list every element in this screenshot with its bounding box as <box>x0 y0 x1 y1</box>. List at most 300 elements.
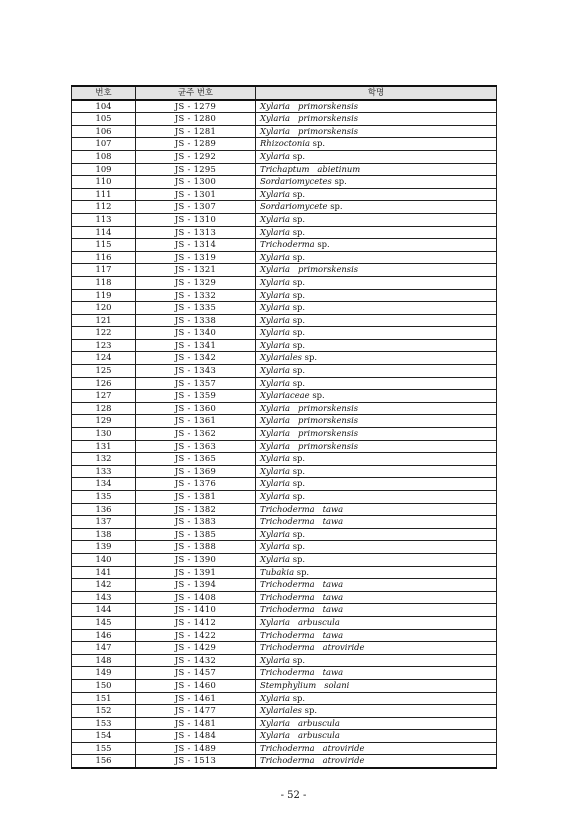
species-epithet: primorskensis <box>298 428 359 439</box>
genus-name: Xylaria <box>260 402 291 413</box>
row-number: 141 <box>72 566 136 579</box>
scientific-name <box>256 302 497 315</box>
scientific-name <box>256 226 497 239</box>
table-row <box>72 365 497 378</box>
row-number: 138 <box>72 528 136 541</box>
strain-table <box>71 85 497 769</box>
strain-number: JS - 1360 <box>136 402 256 415</box>
scientific-name <box>256 390 497 403</box>
strain-number: JS - 1422 <box>136 629 256 642</box>
species-epithet: sp. <box>304 352 317 363</box>
genus-name: Trichoderma <box>260 604 315 615</box>
species-epithet: sp. <box>330 201 343 212</box>
table-row <box>72 239 497 252</box>
table-row <box>72 402 497 415</box>
genus-name: Xylaria <box>260 213 291 224</box>
scientific-name <box>256 100 497 113</box>
strain-number: JS - 1301 <box>136 188 256 201</box>
row-number: 151 <box>72 692 136 705</box>
table-row <box>72 302 497 315</box>
scientific-name <box>256 339 497 352</box>
genus-name: Xylaria <box>260 541 291 552</box>
scientific-name <box>256 679 497 692</box>
row-number: 142 <box>72 579 136 592</box>
row-number: 152 <box>72 705 136 718</box>
scientific-name <box>256 440 497 453</box>
genus-name: Xylaria <box>260 188 291 199</box>
species-epithet: arbuscula <box>298 616 340 627</box>
species-epithet: sp. <box>292 465 306 476</box>
table-row <box>72 566 497 579</box>
genus-name: Xylariales <box>260 352 302 363</box>
scientific-name <box>256 327 497 340</box>
row-number: 125 <box>72 365 136 378</box>
species-epithet: solani <box>324 679 350 690</box>
table-row <box>72 163 497 176</box>
genus-name: Trichoderma <box>260 629 315 640</box>
scientific-name <box>256 314 497 327</box>
scientific-name <box>256 742 497 755</box>
table-row <box>72 478 497 491</box>
genus-name: Xylariales <box>260 705 302 716</box>
strain-number: JS - 1429 <box>136 642 256 655</box>
species-epithet: primorskensis <box>298 264 359 275</box>
row-number: 106 <box>72 125 136 138</box>
table-row <box>72 289 497 302</box>
row-number: 115 <box>72 239 136 252</box>
table-row <box>72 742 497 755</box>
strain-number: JS - 1461 <box>136 692 256 705</box>
row-number: 119 <box>72 289 136 302</box>
table-row <box>72 125 497 138</box>
strain-number: JS - 1457 <box>136 667 256 680</box>
species-epithet: primorskensis <box>298 402 359 413</box>
strain-number: JS - 1295 <box>136 163 256 176</box>
strain-number: JS - 1280 <box>136 113 256 126</box>
table-row <box>72 541 497 554</box>
row-number: 131 <box>72 440 136 453</box>
strain-number: JS - 1357 <box>136 377 256 390</box>
scientific-name <box>256 163 497 176</box>
row-number: 116 <box>72 251 136 264</box>
scientific-name <box>256 453 497 466</box>
strain-number: JS - 1394 <box>136 579 256 592</box>
species-epithet: sp. <box>292 150 306 161</box>
genus-name: Xylaria <box>260 314 291 325</box>
scientific-name <box>256 352 497 365</box>
scientific-name <box>256 717 497 730</box>
genus-name: Rhizoctonia <box>260 138 310 149</box>
species-epithet: sp. <box>292 327 306 338</box>
genus-name: Xylaria <box>260 327 291 338</box>
row-number: 155 <box>72 742 136 755</box>
strain-number: JS - 1310 <box>136 213 256 226</box>
strain-number: JS - 1292 <box>136 150 256 163</box>
species-epithet: abietinum <box>317 163 361 174</box>
species-epithet: sp. <box>292 654 306 665</box>
table-row <box>72 428 497 441</box>
table-row <box>72 705 497 718</box>
species-epithet: sp. <box>292 251 306 262</box>
genus-name: Xylaria <box>260 478 291 489</box>
header-scientific-name: 학명 <box>256 86 497 100</box>
scientific-name <box>256 591 497 604</box>
table-row <box>72 276 497 289</box>
row-number: 135 <box>72 491 136 504</box>
strain-number: JS - 1362 <box>136 428 256 441</box>
species-epithet: primorskensis <box>298 100 359 111</box>
species-epithet: sp. <box>312 138 325 149</box>
scientific-name <box>256 176 497 189</box>
table-row <box>72 553 497 566</box>
row-number: 121 <box>72 314 136 327</box>
strain-number: JS - 1481 <box>136 717 256 730</box>
species-epithet: sp. <box>292 226 306 237</box>
species-epithet: sp. <box>292 276 306 287</box>
scientific-name <box>256 503 497 516</box>
genus-name: Xylaria <box>260 150 291 161</box>
row-number: 140 <box>72 553 136 566</box>
table-row <box>72 440 497 453</box>
row-number: 154 <box>72 730 136 743</box>
table-row <box>72 629 497 642</box>
header-strain-number: 균주 번호 <box>136 86 256 100</box>
genus-name: Sordariomycetes <box>260 176 332 187</box>
strain-number: JS - 1321 <box>136 264 256 277</box>
scientific-name <box>256 289 497 302</box>
genus-name: Tubakia <box>260 566 295 577</box>
scientific-name <box>256 251 497 264</box>
genus-name: Xylaria <box>260 125 291 136</box>
row-number: 144 <box>72 604 136 617</box>
species-epithet: sp. <box>292 314 306 325</box>
table-row <box>72 352 497 365</box>
table-row <box>72 264 497 277</box>
row-number: 134 <box>72 478 136 491</box>
species-epithet: tawa <box>322 591 344 602</box>
genus-name: Xylaria <box>260 302 291 313</box>
row-number: 149 <box>72 667 136 680</box>
scientific-name <box>256 365 497 378</box>
scientific-name <box>256 125 497 138</box>
strain-number: JS - 1385 <box>136 528 256 541</box>
strain-number: JS - 1388 <box>136 541 256 554</box>
row-number: 133 <box>72 465 136 478</box>
genus-name: Trichoderma <box>260 579 315 590</box>
scientific-name <box>256 239 497 252</box>
species-epithet: tawa <box>322 604 344 615</box>
species-epithet: atroviride <box>322 742 365 753</box>
table-row <box>72 528 497 541</box>
table-row <box>72 453 497 466</box>
table-row <box>72 390 497 403</box>
species-epithet: primorskensis <box>298 415 359 426</box>
scientific-name <box>256 579 497 592</box>
scientific-name <box>256 465 497 478</box>
row-number: 124 <box>72 352 136 365</box>
species-epithet: tawa <box>322 579 344 590</box>
table-row <box>72 717 497 730</box>
genus-name: Trichaptum <box>260 163 310 174</box>
genus-name: Xylaria <box>260 730 291 741</box>
strain-number: JS - 1383 <box>136 516 256 529</box>
scientific-name <box>256 654 497 667</box>
genus-name: Xylaria <box>260 528 291 539</box>
table-row <box>72 667 497 680</box>
row-number: 132 <box>72 453 136 466</box>
genus-name: Stemphylium <box>260 679 317 690</box>
scientific-name <box>256 188 497 201</box>
row-number: 108 <box>72 150 136 163</box>
species-epithet: primorskensis <box>298 113 359 124</box>
scientific-name <box>256 528 497 541</box>
species-epithet: sp. <box>292 478 306 489</box>
table-row <box>72 591 497 604</box>
genus-name: Trichoderma <box>260 516 315 527</box>
genus-name: Xylaria <box>260 654 291 665</box>
strain-number: JS - 1376 <box>136 478 256 491</box>
row-number: 111 <box>72 188 136 201</box>
species-epithet: sp. <box>334 176 347 187</box>
genus-name: Xylaria <box>260 365 291 376</box>
scientific-name <box>256 113 497 126</box>
species-epithet: sp. <box>292 553 306 564</box>
strain-number: JS - 1432 <box>136 654 256 667</box>
row-number: 147 <box>72 642 136 655</box>
genus-name: Sordariomycete <box>260 201 328 212</box>
genus-name: Xylaria <box>260 491 291 501</box>
species-epithet: sp. <box>292 541 306 552</box>
species-epithet: sp. <box>292 213 306 224</box>
strain-number: JS - 1359 <box>136 390 256 403</box>
table-row <box>72 339 497 352</box>
strain-number: JS - 1313 <box>136 226 256 239</box>
strain-number: JS - 1408 <box>136 591 256 604</box>
scientific-name <box>256 705 497 718</box>
genus-name: Xylaria <box>260 100 291 111</box>
genus-name: Xylaria <box>260 717 291 728</box>
row-number: 117 <box>72 264 136 277</box>
genus-name: Xylaria <box>260 440 291 451</box>
scientific-name <box>256 213 497 226</box>
strain-number: JS - 1391 <box>136 566 256 579</box>
row-number: 127 <box>72 390 136 403</box>
species-epithet: tawa <box>322 629 344 640</box>
species-epithet: sp. <box>292 491 306 501</box>
scientific-name <box>256 491 497 504</box>
table-row <box>72 604 497 617</box>
table-row <box>72 138 497 151</box>
strain-number: JS - 1390 <box>136 553 256 566</box>
row-number: 109 <box>72 163 136 176</box>
table-row <box>72 491 497 504</box>
row-number: 156 <box>72 755 136 768</box>
scientific-name <box>256 276 497 289</box>
genus-name: Xylaria <box>260 226 291 237</box>
table-row <box>72 579 497 592</box>
table-row <box>72 176 497 189</box>
scientific-name <box>256 478 497 491</box>
row-number: 113 <box>72 213 136 226</box>
scientific-name <box>256 667 497 680</box>
strain-number: JS - 1335 <box>136 302 256 315</box>
table-row <box>72 188 497 201</box>
strain-number: JS - 1382 <box>136 503 256 516</box>
strain-number: JS - 1341 <box>136 339 256 352</box>
genus-name: Trichoderma <box>260 667 315 678</box>
species-epithet: sp. <box>292 377 306 388</box>
scientific-name <box>256 516 497 529</box>
species-epithet: sp. <box>304 705 317 716</box>
species-epithet: tawa <box>322 516 344 527</box>
row-number: 105 <box>72 113 136 126</box>
species-epithet: arbuscula <box>298 717 340 728</box>
table-row <box>72 503 497 516</box>
strain-number: JS - 1410 <box>136 604 256 617</box>
scientific-name <box>256 566 497 579</box>
strain-number: JS - 1484 <box>136 730 256 743</box>
genus-name: Xylariaceae <box>260 390 310 401</box>
genus-name: Xylaria <box>260 264 291 275</box>
table-row <box>72 150 497 163</box>
genus-name: Xylaria <box>260 453 291 464</box>
row-number: 112 <box>72 201 136 214</box>
genus-name: Trichoderma <box>260 742 315 753</box>
species-epithet: atroviride <box>322 642 365 653</box>
genus-name: Xylaria <box>260 692 291 703</box>
strain-number: JS - 1477 <box>136 705 256 718</box>
row-number: 104 <box>72 100 136 113</box>
strain-number: JS - 1279 <box>136 100 256 113</box>
page-number: - 52 - <box>280 790 307 801</box>
row-number: 107 <box>72 138 136 151</box>
table-row <box>72 327 497 340</box>
genus-name: Xylaria <box>260 339 291 350</box>
scientific-name <box>256 604 497 617</box>
strain-number: JS - 1343 <box>136 365 256 378</box>
row-number: 136 <box>72 503 136 516</box>
table-row <box>72 654 497 667</box>
table-row <box>72 213 497 226</box>
strain-number: JS - 1363 <box>136 440 256 453</box>
strain-number: JS - 1369 <box>136 465 256 478</box>
species-epithet: sp. <box>292 339 306 350</box>
strain-number: JS - 1338 <box>136 314 256 327</box>
row-number: 137 <box>72 516 136 529</box>
table-row <box>72 465 497 478</box>
row-number: 120 <box>72 302 136 315</box>
scientific-name <box>256 150 497 163</box>
species-epithet: sp. <box>317 239 330 250</box>
table-row <box>72 516 497 529</box>
table-row <box>72 377 497 390</box>
row-number: 150 <box>72 679 136 692</box>
genus-name: Xylaria <box>260 251 291 262</box>
species-epithet: sp. <box>292 453 306 464</box>
genus-name: Xylaria <box>260 377 291 388</box>
strain-number: JS - 1300 <box>136 176 256 189</box>
genus-name: Xylaria <box>260 465 291 476</box>
species-epithet: sp. <box>292 528 306 539</box>
species-epithet: sp. <box>292 692 306 703</box>
scientific-name <box>256 402 497 415</box>
strain-number: JS - 1319 <box>136 251 256 264</box>
row-number: 128 <box>72 402 136 415</box>
table-row <box>72 314 497 327</box>
species-epithet: sp. <box>292 302 306 313</box>
strain-number: JS - 1365 <box>136 453 256 466</box>
genus-name: Xylaria <box>260 428 291 439</box>
table-row <box>72 113 497 126</box>
strain-number: JS - 1281 <box>136 125 256 138</box>
row-number: 143 <box>72 591 136 604</box>
species-epithet: tawa <box>322 503 344 514</box>
strain-number: JS - 1314 <box>136 239 256 252</box>
scientific-name <box>256 616 497 629</box>
scientific-name <box>256 692 497 705</box>
species-epithet: primorskensis <box>298 440 359 451</box>
table-row <box>72 415 497 428</box>
species-epithet: tawa <box>322 667 344 678</box>
genus-name: Xylaria <box>260 553 291 564</box>
genus-name: Trichoderma <box>260 755 315 766</box>
strain-number: JS - 1342 <box>136 352 256 365</box>
species-epithet: atroviride <box>322 755 365 766</box>
row-number: 153 <box>72 717 136 730</box>
table-row <box>72 692 497 705</box>
header-row <box>72 86 497 100</box>
row-number: 148 <box>72 654 136 667</box>
strain-number: JS - 1460 <box>136 679 256 692</box>
row-number: 123 <box>72 339 136 352</box>
strain-number: JS - 1489 <box>136 742 256 755</box>
scientific-name <box>256 755 497 768</box>
row-number: 114 <box>72 226 136 239</box>
genus-name: Xylaria <box>260 616 291 627</box>
species-epithet: sp. <box>312 390 325 401</box>
strain-number: JS - 1329 <box>136 276 256 289</box>
scientific-name <box>256 642 497 655</box>
genus-name: Xylaria <box>260 415 291 426</box>
strain-number: JS - 1513 <box>136 755 256 768</box>
table-row <box>72 679 497 692</box>
scientific-name <box>256 264 497 277</box>
table-row <box>72 730 497 743</box>
table-row <box>72 100 497 113</box>
species-epithet: sp. <box>296 566 310 577</box>
species-epithet: sp. <box>292 365 306 376</box>
genus-name: Xylaria <box>260 276 291 287</box>
table-body <box>72 100 497 768</box>
genus-name: Trichoderma <box>260 239 315 250</box>
table-header <box>72 86 497 100</box>
row-number: 129 <box>72 415 136 428</box>
scientific-name <box>256 553 497 566</box>
row-number: 126 <box>72 377 136 390</box>
row-number: 145 <box>72 616 136 629</box>
species-epithet: sp. <box>292 289 306 300</box>
strain-number: JS - 1289 <box>136 138 256 151</box>
row-number: 118 <box>72 276 136 289</box>
row-number: 110 <box>72 176 136 189</box>
scientific-name <box>256 730 497 743</box>
table-row <box>72 755 497 768</box>
species-epithet: arbuscula <box>298 730 340 741</box>
genus-name: Trichoderma <box>260 591 315 602</box>
strain-number: JS - 1332 <box>136 289 256 302</box>
row-number: 130 <box>72 428 136 441</box>
table-row <box>72 616 497 629</box>
